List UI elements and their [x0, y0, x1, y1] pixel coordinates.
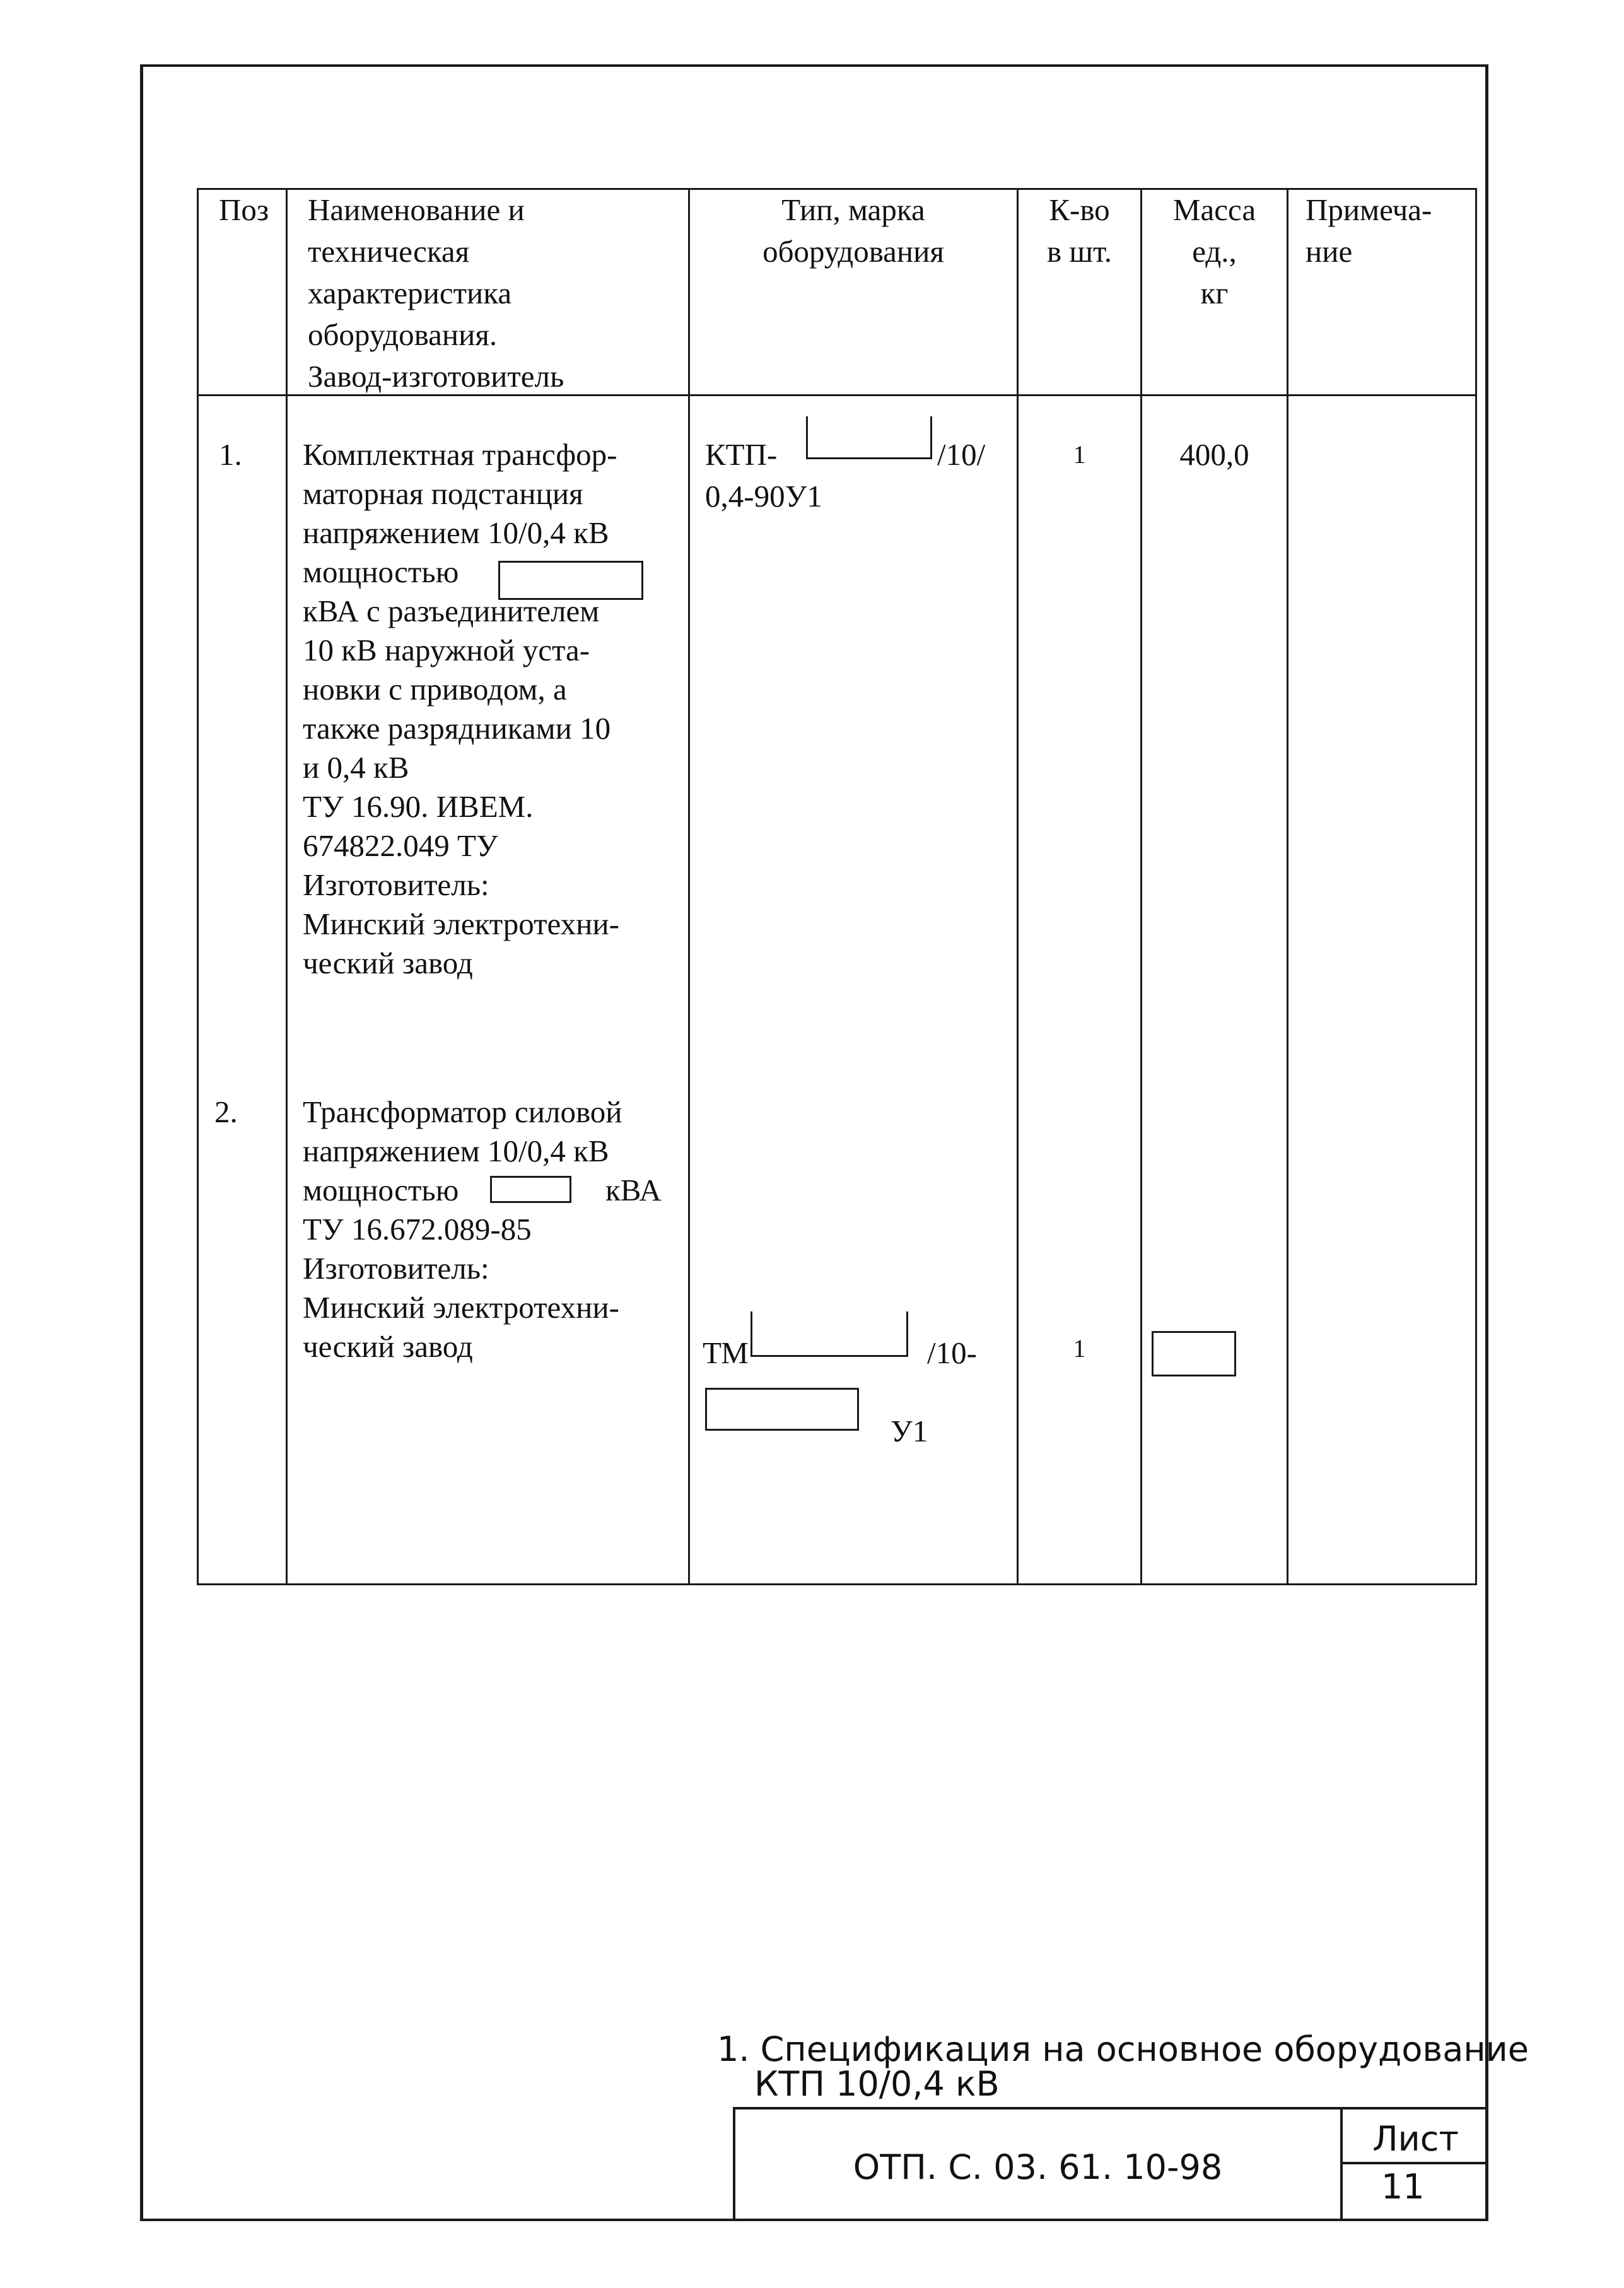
title-block-top-border [733, 2107, 1488, 2109]
blank-type-field [705, 1388, 859, 1431]
title-block-sheet-divider [1340, 2162, 1488, 2164]
row-pos: 2. [214, 1094, 238, 1129]
sheet-number: 11 [1381, 2167, 1425, 2207]
row-qty: 1 [1073, 1334, 1086, 1363]
blank-mass-field [1152, 1331, 1236, 1376]
col-divider [1140, 188, 1142, 1585]
row-pos: 1. [219, 437, 242, 472]
col-divider [1287, 188, 1288, 1585]
caption-line1: 1. Спецификация на основное оборудование [717, 2029, 1529, 2069]
row-qty: 1 [1073, 440, 1086, 469]
blank-type-field [751, 1311, 908, 1357]
document-code: ОТП. С. 03. 61. 10-98 [853, 2147, 1223, 2187]
blank-power-field [490, 1176, 571, 1203]
col-divider [1017, 188, 1019, 1585]
sheet-label: Лист [1372, 2119, 1459, 2159]
header-pos: Поз [219, 192, 269, 227]
blank-type-field [806, 416, 932, 459]
row-mass: 400,0 [1179, 437, 1249, 472]
col-divider [286, 188, 288, 1585]
caption-line2: КТП 10/0,4 кВ [754, 2064, 1000, 2104]
col-divider [688, 188, 690, 1585]
